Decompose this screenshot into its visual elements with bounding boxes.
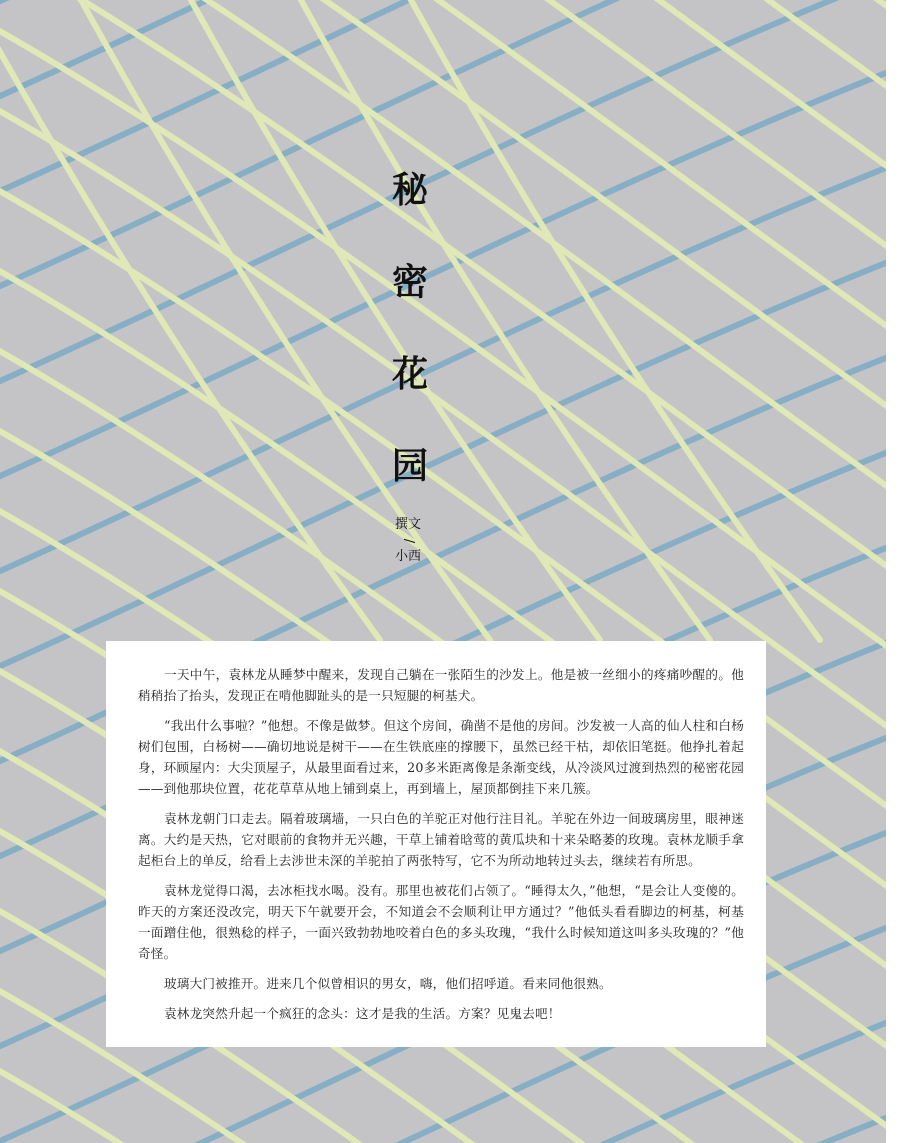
paragraph: 袁林龙觉得口渴，去冰柜找水喝。没有。那里也被花们占领了。“睡得太久，”他想，“是会让人变傻的。昨天的方案还没改完，明天下午就要开会，不知道会不会顺利让甲方通过？”他低头看看脚边的柯基，柯基一面蹭住他，很熟稔的样子，一面兴致勃勃地咬着白色的多头玫瑰，“我什么时候知道这叫多头玫瑰的？”他奇怪。 bbox=[138, 883, 744, 961]
title-char: 密 bbox=[391, 261, 428, 303]
cream-net-line bbox=[0, 0, 886, 500]
byline-label: 撰文 bbox=[394, 517, 421, 532]
byline bbox=[394, 518, 422, 564]
paragraph: “我出什么事啦？”他想。不像是做梦。但这个房间，确凿不是他的房间。沙发被一人高的仙人柱和白杨树们包围，白杨树——确切地说是树干——在生铁底座的撑腰下，虽然已经干枯，却依旧笔挺。他挣扎着起身，环顾屋内：大尖顶屋子，从最里面看过来，20多米距离像是条渐变线，从冷淡风过渡到热烈的秘密花园——到他那块位置，花花草草从地上铺到桌上，再到墙上，屋顶都倒挂下来几簇。 bbox=[138, 718, 744, 796]
paragraph: 玻璃大门被推开。进来几个似曾相识的男女，嗨，他们招呼道。看来同他很熟。 bbox=[164, 976, 612, 991]
cream-net-line bbox=[290, 0, 710, 640]
article-title bbox=[384, 169, 436, 540]
page-margin bbox=[886, 0, 899, 1143]
title-char: 秘 bbox=[391, 169, 428, 211]
byline-author: 小西 bbox=[394, 549, 421, 564]
byline-separator: / bbox=[400, 538, 416, 544]
article-body bbox=[106, 641, 766, 1047]
cream-net-line bbox=[0, 0, 886, 340]
paragraph: 袁林龙朝门口走去。隔着玻璃墙，一只白色的羊驼正对他行注目礼。羊驼在外边一间玻璃房里，眼神迷离。大约是天热，它对眼前的食物并无兴趣，干草上铺着晗莺的黄瓜块和十来朵略萎的玫瑰。袁林龙顺手拿起柜台上的单反，给看上去涉世未深的羊驼拍了两张特写，它不为所动地转过头去，继续若有所思。 bbox=[138, 811, 744, 868]
paragraph: 袁林龙突然升起一个疯狂的念头：这才是我的生活。方案？见鬼去吧！ bbox=[164, 1006, 561, 1021]
title-char: 花 bbox=[391, 353, 428, 395]
title-char: 园 bbox=[391, 445, 428, 487]
paragraph: 一天中午，袁林龙从睡梦中醒来，发现自己躺在一张陌生的沙发上。他是被一丝细小的疼痛吵醒的。他稍稍抬了抬头，发现正在啃他脚趾头的是一只短腿的柯基犬。 bbox=[138, 667, 744, 703]
